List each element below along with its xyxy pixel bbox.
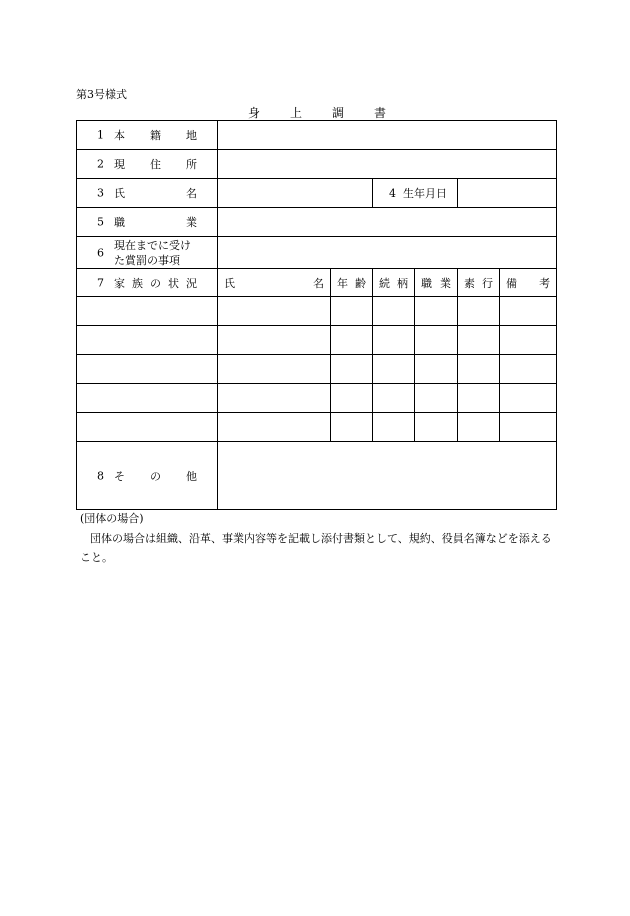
sonota-field[interactable] <box>218 442 557 510</box>
family-header-occupation: 職 業 <box>415 269 458 297</box>
seinengappi-field[interactable] <box>458 179 557 208</box>
genjusho-field[interactable] <box>218 150 557 179</box>
sonota-label: 8 そ の 他 <box>77 442 218 510</box>
shokugyo-label: 5 職 業 <box>77 208 218 237</box>
kazoku-label: 7 家 族 の 状 況 <box>77 269 218 297</box>
title-char: 身 <box>247 106 260 120</box>
family-row <box>77 384 557 413</box>
family-header-name: 氏 名 <box>218 269 331 297</box>
title-char: 上 <box>289 106 302 120</box>
family-header-conduct: 素 行 <box>458 269 500 297</box>
personal-history-table <box>76 120 557 510</box>
shobatsu-field[interactable] <box>218 237 557 269</box>
title-char: 書 <box>373 106 386 120</box>
family-header-remarks: 備 考 <box>500 269 557 297</box>
title-char: 調 <box>331 106 344 120</box>
note-body: 団体の場合は組織、沿革、事業内容等を記載し添付書類として、規約、役員名簿などを添えること。 <box>80 532 552 564</box>
family-row <box>77 413 557 442</box>
form-number: 第3号様式 <box>76 88 127 101</box>
family-row <box>77 326 557 355</box>
family-header-age: 年 齢 <box>331 269 373 297</box>
genjusho-label: 2 現 住 所 <box>77 150 218 179</box>
shimei-label: 3 氏 名 <box>77 179 218 208</box>
family-header-relation: 続 柄 <box>373 269 415 297</box>
shobatsu-label: 6 現在までに受け た賞罰の事項 <box>77 237 218 269</box>
honseki-field[interactable] <box>218 121 557 150</box>
family-row <box>77 297 557 326</box>
note-heading: (団体の場合) <box>80 512 144 525</box>
honseki-label: 1 本 籍 地 <box>77 121 218 150</box>
document-title <box>232 104 402 121</box>
family-row <box>77 355 557 384</box>
seinengappi-label: 4 生年月日 <box>373 179 458 208</box>
shokugyo-field[interactable] <box>218 208 557 237</box>
shimei-field[interactable] <box>218 179 373 208</box>
